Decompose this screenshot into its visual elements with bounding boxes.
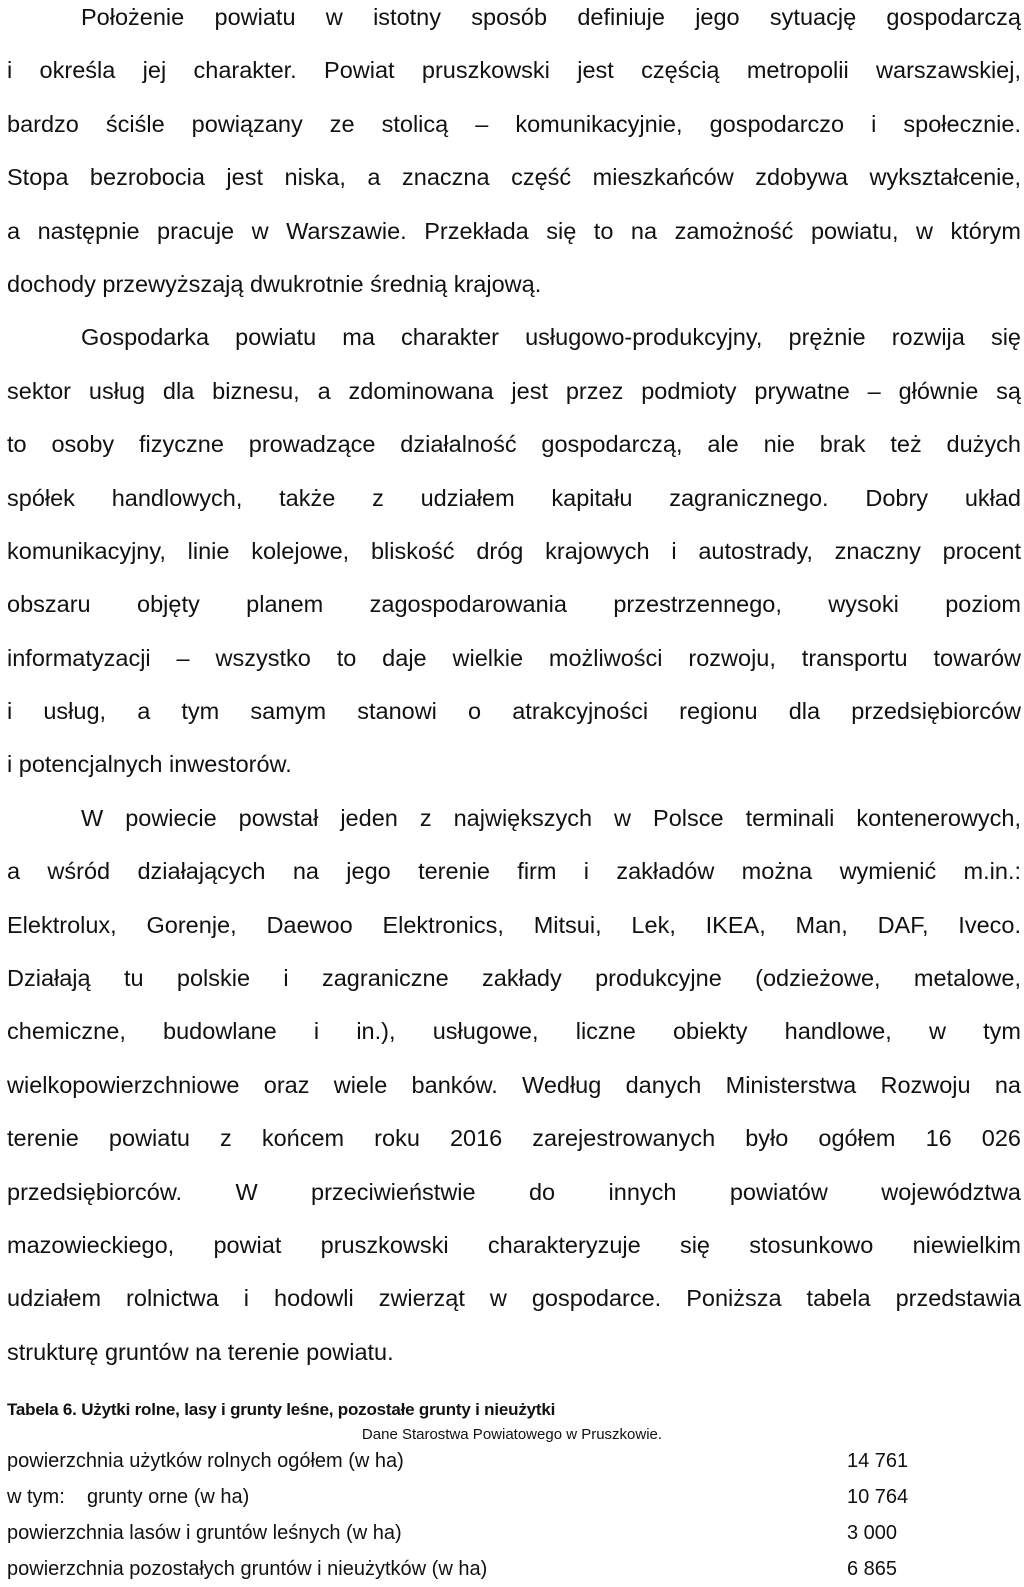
paragraph-3-line-11: strukturę gruntów na terenie powiatu.	[7, 1338, 394, 1365]
land-use-table	[7, 1443, 967, 1587]
paragraph-3-line-3: Elektrolux, Gorenje, Daewoo Elektronics, Mitsui, Lek, IKEA, Man, DAF, Iveco.	[7, 911, 1021, 938]
table-row	[7, 1479, 967, 1515]
table-row-value: 10 764	[847, 1485, 909, 1508]
table-row-label: grunty orne (w ha)	[87, 1485, 250, 1508]
paragraph-3-line-5: chemiczne, budowlane i in.), usługowe, liczne obiekty handlowe, w tym	[7, 1018, 1021, 1045]
paragraph-3-line-1: W powiecie powstał jeden z największych w Polsce terminali kontenerowych,	[81, 804, 1021, 831]
paragraph-1-line-5: a następnie pracuje w Warszawie. Przekłada się to na zamożność powiatu, w którym	[7, 217, 1021, 244]
table-caption: Tabela 6. Użytki rolne, lasy i grunty leśne, pozostałe grunty i nieużytki	[7, 1400, 556, 1420]
paragraph-2-line-3: to osoby fizyczne prowadzące działalność gospodarczą, ale nie brak też dużych	[7, 431, 1021, 458]
table-row-value: 3 000	[847, 1521, 898, 1544]
paragraph-2-line-7: informatyzacji – wszystko to daje wielkie możliwości rozwoju, transportu towarów	[7, 644, 1021, 671]
paragraph-2-line-8: i usług, a tym samym stanowi o atrakcyjności regionu dla przedsiębiorców	[7, 698, 1021, 725]
table-row-label: powierzchnia lasów i gruntów leśnych (w ha)	[7, 1521, 402, 1544]
paragraph-2-line-1: Gospodarka powiatu ma charakter usługowo-produkcyjny, prężnie rozwija się	[81, 324, 1021, 351]
body-text	[7, 0, 1021, 1379]
table-row-label: powierzchnia użytków rolnych ogółem (w ha)	[7, 1449, 404, 1472]
table-row	[7, 1443, 967, 1479]
table-row	[7, 1551, 967, 1587]
paragraph-3-line-6: wielkopowierzchniowe oraz wiele banków. Według danych Ministerstwa Rozwoju na	[7, 1071, 1021, 1098]
table-row-label-cell	[7, 1479, 847, 1515]
table-row	[7, 1515, 967, 1551]
table-row-label: powierzchnia pozostałych gruntów i nieużytków (w ha)	[7, 1557, 488, 1580]
source-note: Dane Starostwa Powiatowego w Pruszkowie.	[361, 1426, 663, 1443]
paragraph-2-line-5: komunikacyjny, linie kolejowe, bliskość dróg krajowych i autostrady, znaczny procent	[7, 537, 1021, 564]
paragraph-3-line-9: mazowieckiego, powiat pruszkowski charakteryzuje się stosunkowo niewielkim	[7, 1231, 1021, 1258]
table-row-value: 6 865	[847, 1557, 898, 1580]
paragraph-1-line-4: Stopa bezrobocia jest niska, a znaczna część mieszkańców zdobywa wykształcenie,	[7, 164, 1021, 191]
table-row-label-cell	[7, 1443, 847, 1479]
paragraph-1-line-6: dochody przewyższają dwukrotnie średnią krajową.	[7, 270, 542, 297]
paragraph-3-line-7: terenie powiatu z końcem roku 2016 zarejestrowanych było ogółem 16 026	[7, 1125, 1021, 1152]
paragraph-2-line-6: obszaru objęty planem zagospodarowania przestrzennego, wysoki poziom	[7, 591, 1021, 618]
paragraph-1-line-3: bardzo ściśle powiązany ze stolicą – komunikacyjnie, gospodarczo i społecznie.	[7, 110, 1021, 137]
paragraph-3-line-8: przedsiębiorców. W przeciwieństwie do innych powiatów województwa	[7, 1178, 1021, 1205]
paragraph-1-line-1: Położenie powiatu w istotny sposób definiuje jego sytuację gospodarczą	[81, 4, 1021, 30]
paragraph-3-line-10: udziałem rolnictwa i hodowli zwierząt w gospodarce. Poniższa tabela przedstawia	[7, 1285, 1021, 1312]
paragraph-2-line-4: spółek handlowych, także z udziałem kapitału zagranicznego. Dobry układ	[7, 484, 1021, 511]
table-row-value: 14 761	[847, 1449, 909, 1472]
table-row-label-cell	[7, 1551, 847, 1587]
paragraph-2-line-2: sektor usług dla biznesu, a zdominowana jest przez podmioty prywatne – głównie są	[7, 377, 1021, 404]
table-row-prefix: w tym:	[7, 1485, 65, 1508]
table-row-label-cell	[7, 1515, 847, 1551]
paragraph-3-line-2: a wśród działających na jego terenie firm i zakładów można wymienić m.in.:	[7, 858, 1021, 885]
paragraph-1-line-2: i określa jej charakter. Powiat pruszkowski jest częścią metropolii warszawskiej,	[7, 57, 1021, 84]
paragraph-2-line-9: i potencjalnych inwestorów.	[7, 751, 292, 778]
paragraph-3-line-4: Działają tu polskie i zagraniczne zakłady produkcyjne (odzieżowe, metalowe,	[7, 965, 1021, 992]
